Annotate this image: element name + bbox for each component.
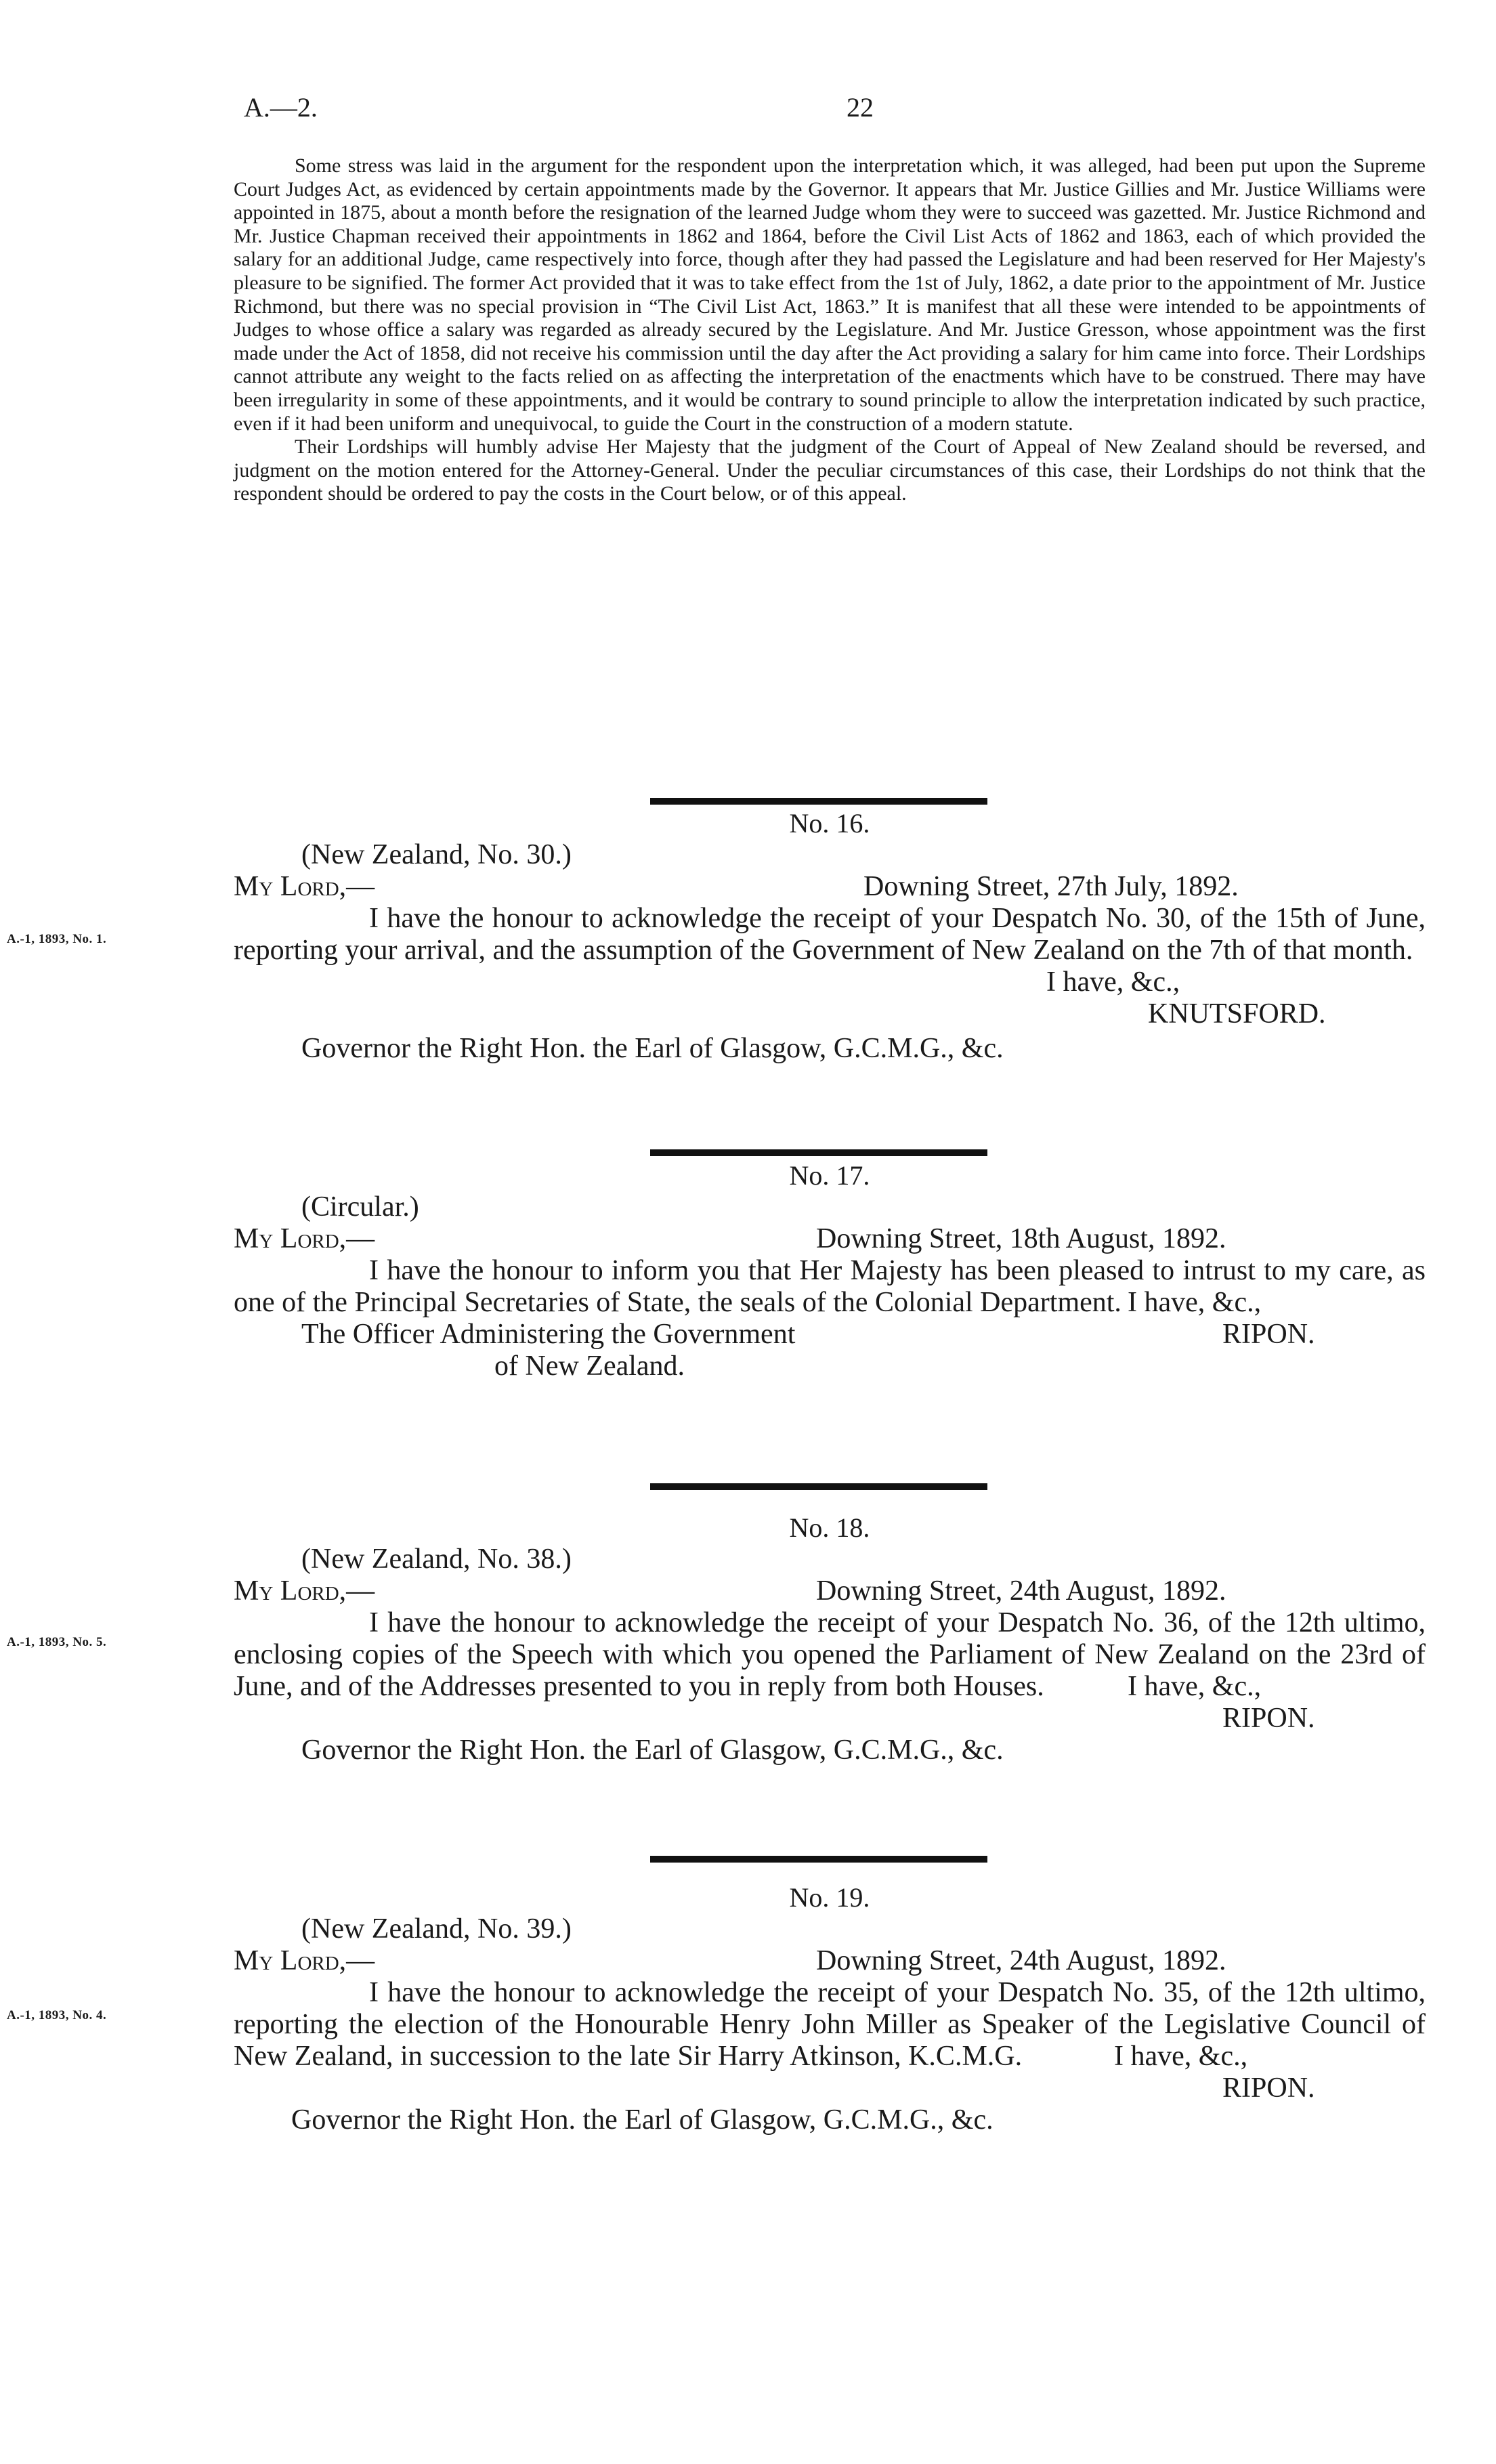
despatch-date: Downing Street, 18th August, 1892.	[816, 1223, 1226, 1254]
despatch-reference: (New Zealand, No. 38.)	[301, 1544, 572, 1575]
margin-reference: A.-1, 1893, No. 4.	[7, 2008, 107, 2022]
despatch-19	[234, 1882, 1426, 2136]
section-divider	[650, 1856, 987, 1863]
addressee-line-2: of New Zealand.	[494, 1351, 685, 1382]
page-number: 22	[847, 92, 874, 123]
despatch-date: Downing Street, 24th August, 1892.	[816, 1575, 1226, 1607]
salutation: My Lord,—	[234, 1223, 375, 1254]
despatch-body: I have the honour to acknowledge the receipt of your Despatch No. 36, of the 12th ultimo, enclosing copies of the Speech with which you opened the Parliament of New Zealand on the 23rd of June, and of the Addresses presented to you in reply from both Houses.	[234, 1607, 1426, 1702]
despatch-number: No. 16.	[789, 808, 870, 838]
page-header	[244, 91, 1436, 132]
section-divider	[650, 798, 987, 805]
salutation: My Lord,—	[234, 1945, 375, 1976]
section-divider	[650, 1149, 987, 1156]
closing: I have, &c.,	[1046, 967, 1180, 998]
despatch-body: I have the honour to inform you that Her Majesty has been pleased to intrust to my care, as one of the Principal Secretaries of State, the seals of the Colonial Department.	[234, 1255, 1426, 1318]
despatch-reference: (New Zealand, No. 30.)	[301, 839, 572, 870]
closing: I have, &c.,	[1114, 2041, 1248, 2072]
signature: RIPON.	[1222, 1703, 1315, 1734]
closing: I have, &c.,	[1128, 1671, 1262, 1702]
despatch-body: I have the honour to acknowledge the receipt of your Despatch No. 30, of the 15th of June, reporting your arrival, and the assumption of the Government of New Zealand on the 7th of that month.	[234, 903, 1426, 966]
despatch-date: Downing Street, 27th July, 1892.	[863, 871, 1239, 902]
despatch-number: No. 18.	[789, 1512, 870, 1543]
despatch-reference: (Circular.)	[301, 1191, 419, 1223]
despatch-18	[234, 1512, 1426, 1766]
despatch-17	[234, 1160, 1426, 1382]
signature: RIPON.	[1222, 2073, 1315, 2104]
document-id: A.—2.	[244, 92, 318, 123]
judgment-text	[234, 154, 1426, 506]
judgment-paragraph: Some stress was laid in the argument for the respondent upon the interpretation which, it was alleged, had been put upon the Supreme Court Judges Act, as evidenced by certain appointments made by the Governor. It appears that Mr. Justice Gillies and Mr. Justice Williams were appointed in 1875, about a month before the resignation of the learned Judge whom they were to succeed was gazetted. Mr. Justice Richmond and Mr. Justice Chapman received their appointments in 1862 and 1864, before the Civil List Acts of 1862 and 1863, each of which provided the salary for an additional Judge, came respectively into force, though after they had passed the Legislature and had been reserved for Her Majesty's pleasure to be signified. The former Act provided that it was to take effect from the 1st of July, 1862, a date prior to the appointment of Mr. Justice Richmond, but there was no special provision in “The Civil List Act, 1863.” It is manifest that all these were intended to be appointments of Judges to whose office a salary was regarded as already secured by the Legislature. And Mr. Justice Gresson, whose appointment was the first made under the Act of 1858, did not receive his commission until the day after the Act providing a salary for him came into force. Their Lordships cannot attribute any weight to the facts relied on as affecting the interpretation of the enactments which have to be construed. There may have been irregularity in some of these appointments, and it would be contrary to sound principle to allow the interpretation indicated by such practice, even if it had been uniform and unequivocal, to guide the Court in the construction of a modern statute.	[234, 154, 1426, 435]
despatch-date: Downing Street, 24th August, 1892.	[816, 1945, 1226, 1976]
addressee: Governor the Right Hon. the Earl of Glasgow, G.C.M.G., &c.	[301, 1033, 1004, 1064]
signature: RIPON.	[1222, 1319, 1315, 1350]
salutation: My Lord,—	[234, 1575, 375, 1607]
addressee-line-1: The Officer Administering the Government	[301, 1319, 796, 1350]
addressee: Governor the Right Hon. the Earl of Glasgow, G.C.M.G., &c.	[301, 1735, 1004, 1766]
signature: KNUTSFORD.	[1148, 998, 1326, 1029]
despatch-body: I have the honour to acknowledge the receipt of your Despatch No. 35, of the 12th ultimo, reporting the election of the Honourable Henry John Miller as Speaker of the Legislative Council of New Zealand, in succession to the late Sir Harry Atkinson, K.C.M.G.	[234, 1977, 1426, 2072]
margin-reference: A.-1, 1893, No. 1.	[7, 932, 107, 946]
section-divider	[650, 1483, 987, 1490]
despatch-number: No. 17.	[789, 1160, 870, 1191]
judgment-paragraph: Their Lordships will humbly advise Her Majesty that the judgment of the Court of Appeal of New Zealand should be reversed, and judgment on the motion entered for the Attorney-General. Under the peculiar circumstances of this case, their Lordships do not think that the respondent should be ordered to pay the costs in the Court below, or of this appeal.	[234, 436, 1426, 505]
despatch-number: No. 19.	[789, 1882, 870, 1913]
salutation: My Lord,—	[234, 871, 375, 902]
margin-reference: A.-1, 1893, No. 5.	[7, 1635, 107, 1649]
despatch-16	[234, 807, 1426, 1065]
closing: I have, &c.,	[1128, 1287, 1262, 1318]
addressee: Governor the Right Hon. the Earl of Glasgow, G.C.M.G., &c.	[291, 2104, 993, 2136]
despatch-reference: (New Zealand, No. 39.)	[301, 1913, 572, 1945]
